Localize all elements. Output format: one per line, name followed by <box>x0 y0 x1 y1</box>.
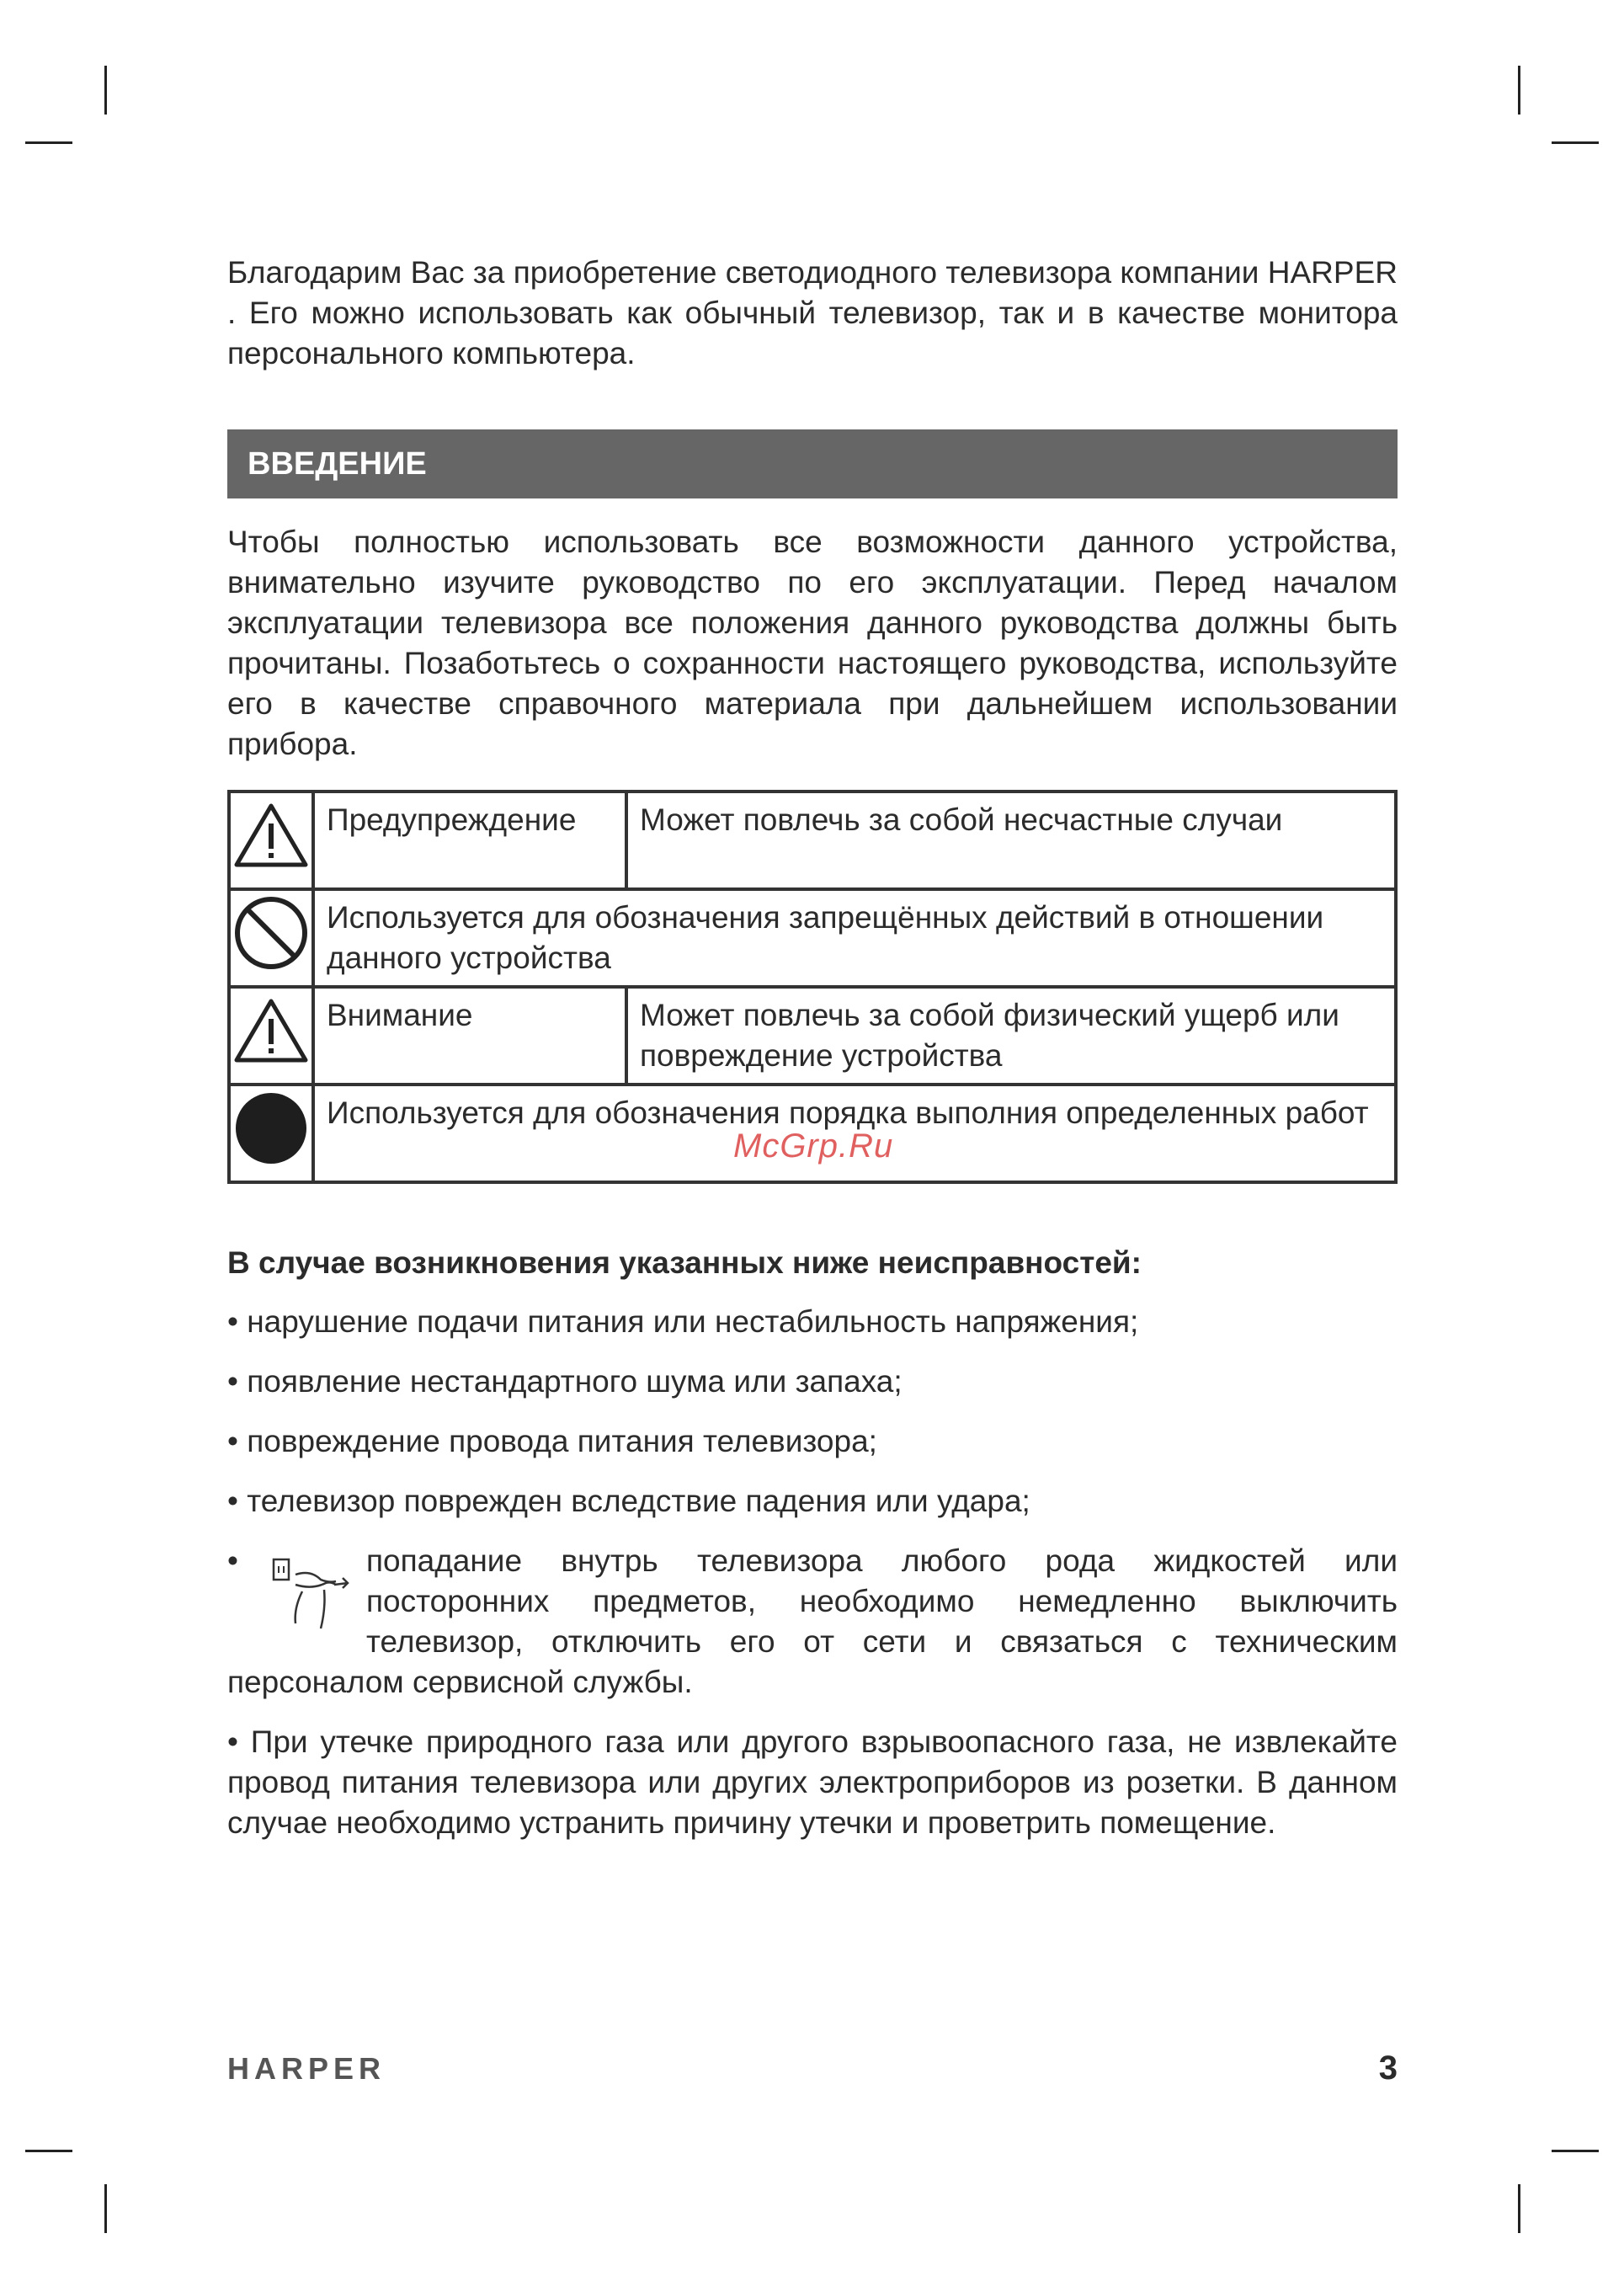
crop-mark <box>25 141 72 144</box>
legend-text: Может повлечь за собой физический ущерб или повреждение устройства <box>626 987 1396 1085</box>
malfunctions-heading: В случае возникновения указанных ниже неисправностей: <box>227 1245 1142 1280</box>
legend-icon-cell <box>229 889 313 987</box>
bullet-marker: • <box>227 1543 238 1578</box>
crop-mark <box>1552 2150 1599 2152</box>
list-item-text: попадание внутрь телевизора любого рода жидкостей или посторонних предметов, необходимо немедленно выключить телевизор, отключить его от сети и связаться с техническим персоналом сервисной службы. <box>227 1543 1398 1699</box>
unplug-hand-icon <box>247 1541 356 1645</box>
list-item-unplug <box>227 1541 1398 1703</box>
gas-warning-paragraph: • При утечке природного газа или другого взрывоопасного газа, не извлекайте провод питания телевизора или других электроприборов из розетки. В данном случае необходимо устранить причину утечки и проветрить помещение. <box>227 1724 1398 1840</box>
prohibited-icon <box>232 894 310 972</box>
legend-text: Используется для обозначения порядка выполния определенных работ <box>313 1085 1396 1182</box>
page-number: 3 <box>1378 2049 1398 2087</box>
list-item: • телевизор поврежден вследствие падения или удара; <box>227 1484 1030 1518</box>
watermark: McGrp.Ru <box>733 1127 894 1165</box>
harper-logo <box>227 2055 429 2087</box>
list-item: • появление нестандартного шума или запаха; <box>227 1364 903 1399</box>
legend-label: Предупреждение <box>313 792 626 889</box>
legend-row <box>229 987 1396 1085</box>
crop-mark <box>25 2150 72 2152</box>
crop-mark <box>1552 141 1599 144</box>
legend-icon-cell <box>229 792 313 889</box>
legend-label: Внимание <box>313 987 626 1085</box>
harper-logo-icon <box>227 2055 429 2083</box>
legend-icon-cell <box>229 987 313 1085</box>
caution-triangle-icon <box>232 997 310 1064</box>
crop-mark <box>104 2184 107 2233</box>
crop-mark <box>1518 2184 1520 2233</box>
legend-row <box>229 792 1396 889</box>
filled-circle-icon <box>232 1090 310 1167</box>
crop-mark <box>1518 66 1520 115</box>
svg-text:HARPER: HARPER <box>227 2055 386 2083</box>
page-content <box>227 253 1398 1863</box>
symbol-legend-table <box>227 790 1398 1184</box>
intro-paragraph: Благодарим Вас за приобретение светодиодного телевизора компании HARPER . Его можно использовать как обычный телевизор, так и в качестве монитора персонального компьютера. <box>227 255 1398 370</box>
list-item: • нарушение подачи питания или нестабильность напряжения; <box>227 1304 1139 1339</box>
warning-triangle-icon <box>232 802 310 869</box>
legend-row <box>229 889 1396 987</box>
legend-icon-cell <box>229 1085 313 1182</box>
section-paragraph: Чтобы полностью использовать все возможности данного устройства, внимательно изучите руководство по его эксплуатации. Перед началом эксплуатации телевизора все положения данного руководства должны быть прочитаны. Позаботьтесь о сохранности настоящего руководства, используйте его в качестве справочного материала при дальнейшем использовании прибора. <box>227 525 1398 761</box>
crop-mark <box>104 66 107 115</box>
legend-text: Используется для обозначения запрещённых действий в отношении данного устройства <box>313 889 1396 987</box>
list-item: • повреждение провода питания телевизора; <box>227 1424 877 1458</box>
legend-text: Может повлечь за собой несчастные случаи <box>626 792 1396 889</box>
section-header: ВВЕДЕНИЕ <box>227 429 1398 498</box>
